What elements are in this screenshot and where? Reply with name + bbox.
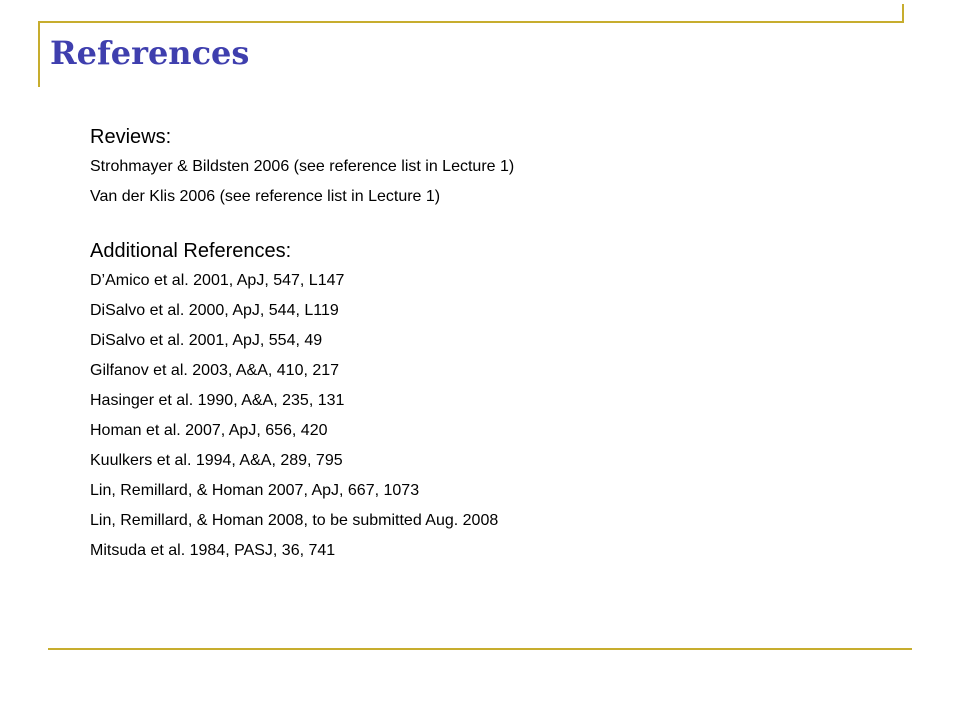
reference-entry: Homan et al. 2007, ApJ, 656, 420 (90, 422, 328, 439)
review-entry: Strohmayer & Bildsten 2006 (see reference list in Lecture 1) (90, 158, 515, 175)
left-accent-bar (38, 21, 40, 87)
bottom-rule (48, 648, 912, 650)
review-entry: Van der Klis 2006 (see reference list in Lecture 1) (90, 188, 441, 205)
reference-entry: Hasinger et al. 1990, A&A, 235, 131 (90, 392, 345, 409)
slide-title: References (50, 34, 250, 72)
reference-entry: Lin, Remillard, & Homan 2008, to be submitted Aug. 2008 (90, 512, 499, 529)
reference-entry: Kuulkers et al. 1994, A&A, 289, 795 (90, 452, 343, 469)
reference-entry: D’Amico et al. 2001, ApJ, 547, L147 (90, 272, 345, 289)
reference-entry: Mitsuda et al. 1984, PASJ, 36, 741 (90, 542, 336, 559)
reviews-heading: Reviews: (90, 126, 172, 148)
additional-references-heading: Additional References: (90, 240, 292, 262)
right-tick-rule (902, 4, 904, 22)
reference-entry: DiSalvo et al. 2000, ApJ, 544, L119 (90, 302, 339, 319)
reference-entry: Lin, Remillard, & Homan 2007, ApJ, 667, 1073 (90, 482, 420, 499)
reference-entry: DiSalvo et al. 2001, ApJ, 554, 49 (90, 332, 323, 349)
references-content (90, 122, 890, 566)
top-rule (38, 21, 904, 23)
reference-entry: Gilfanov et al. 2003, A&A, 410, 217 (90, 362, 340, 379)
